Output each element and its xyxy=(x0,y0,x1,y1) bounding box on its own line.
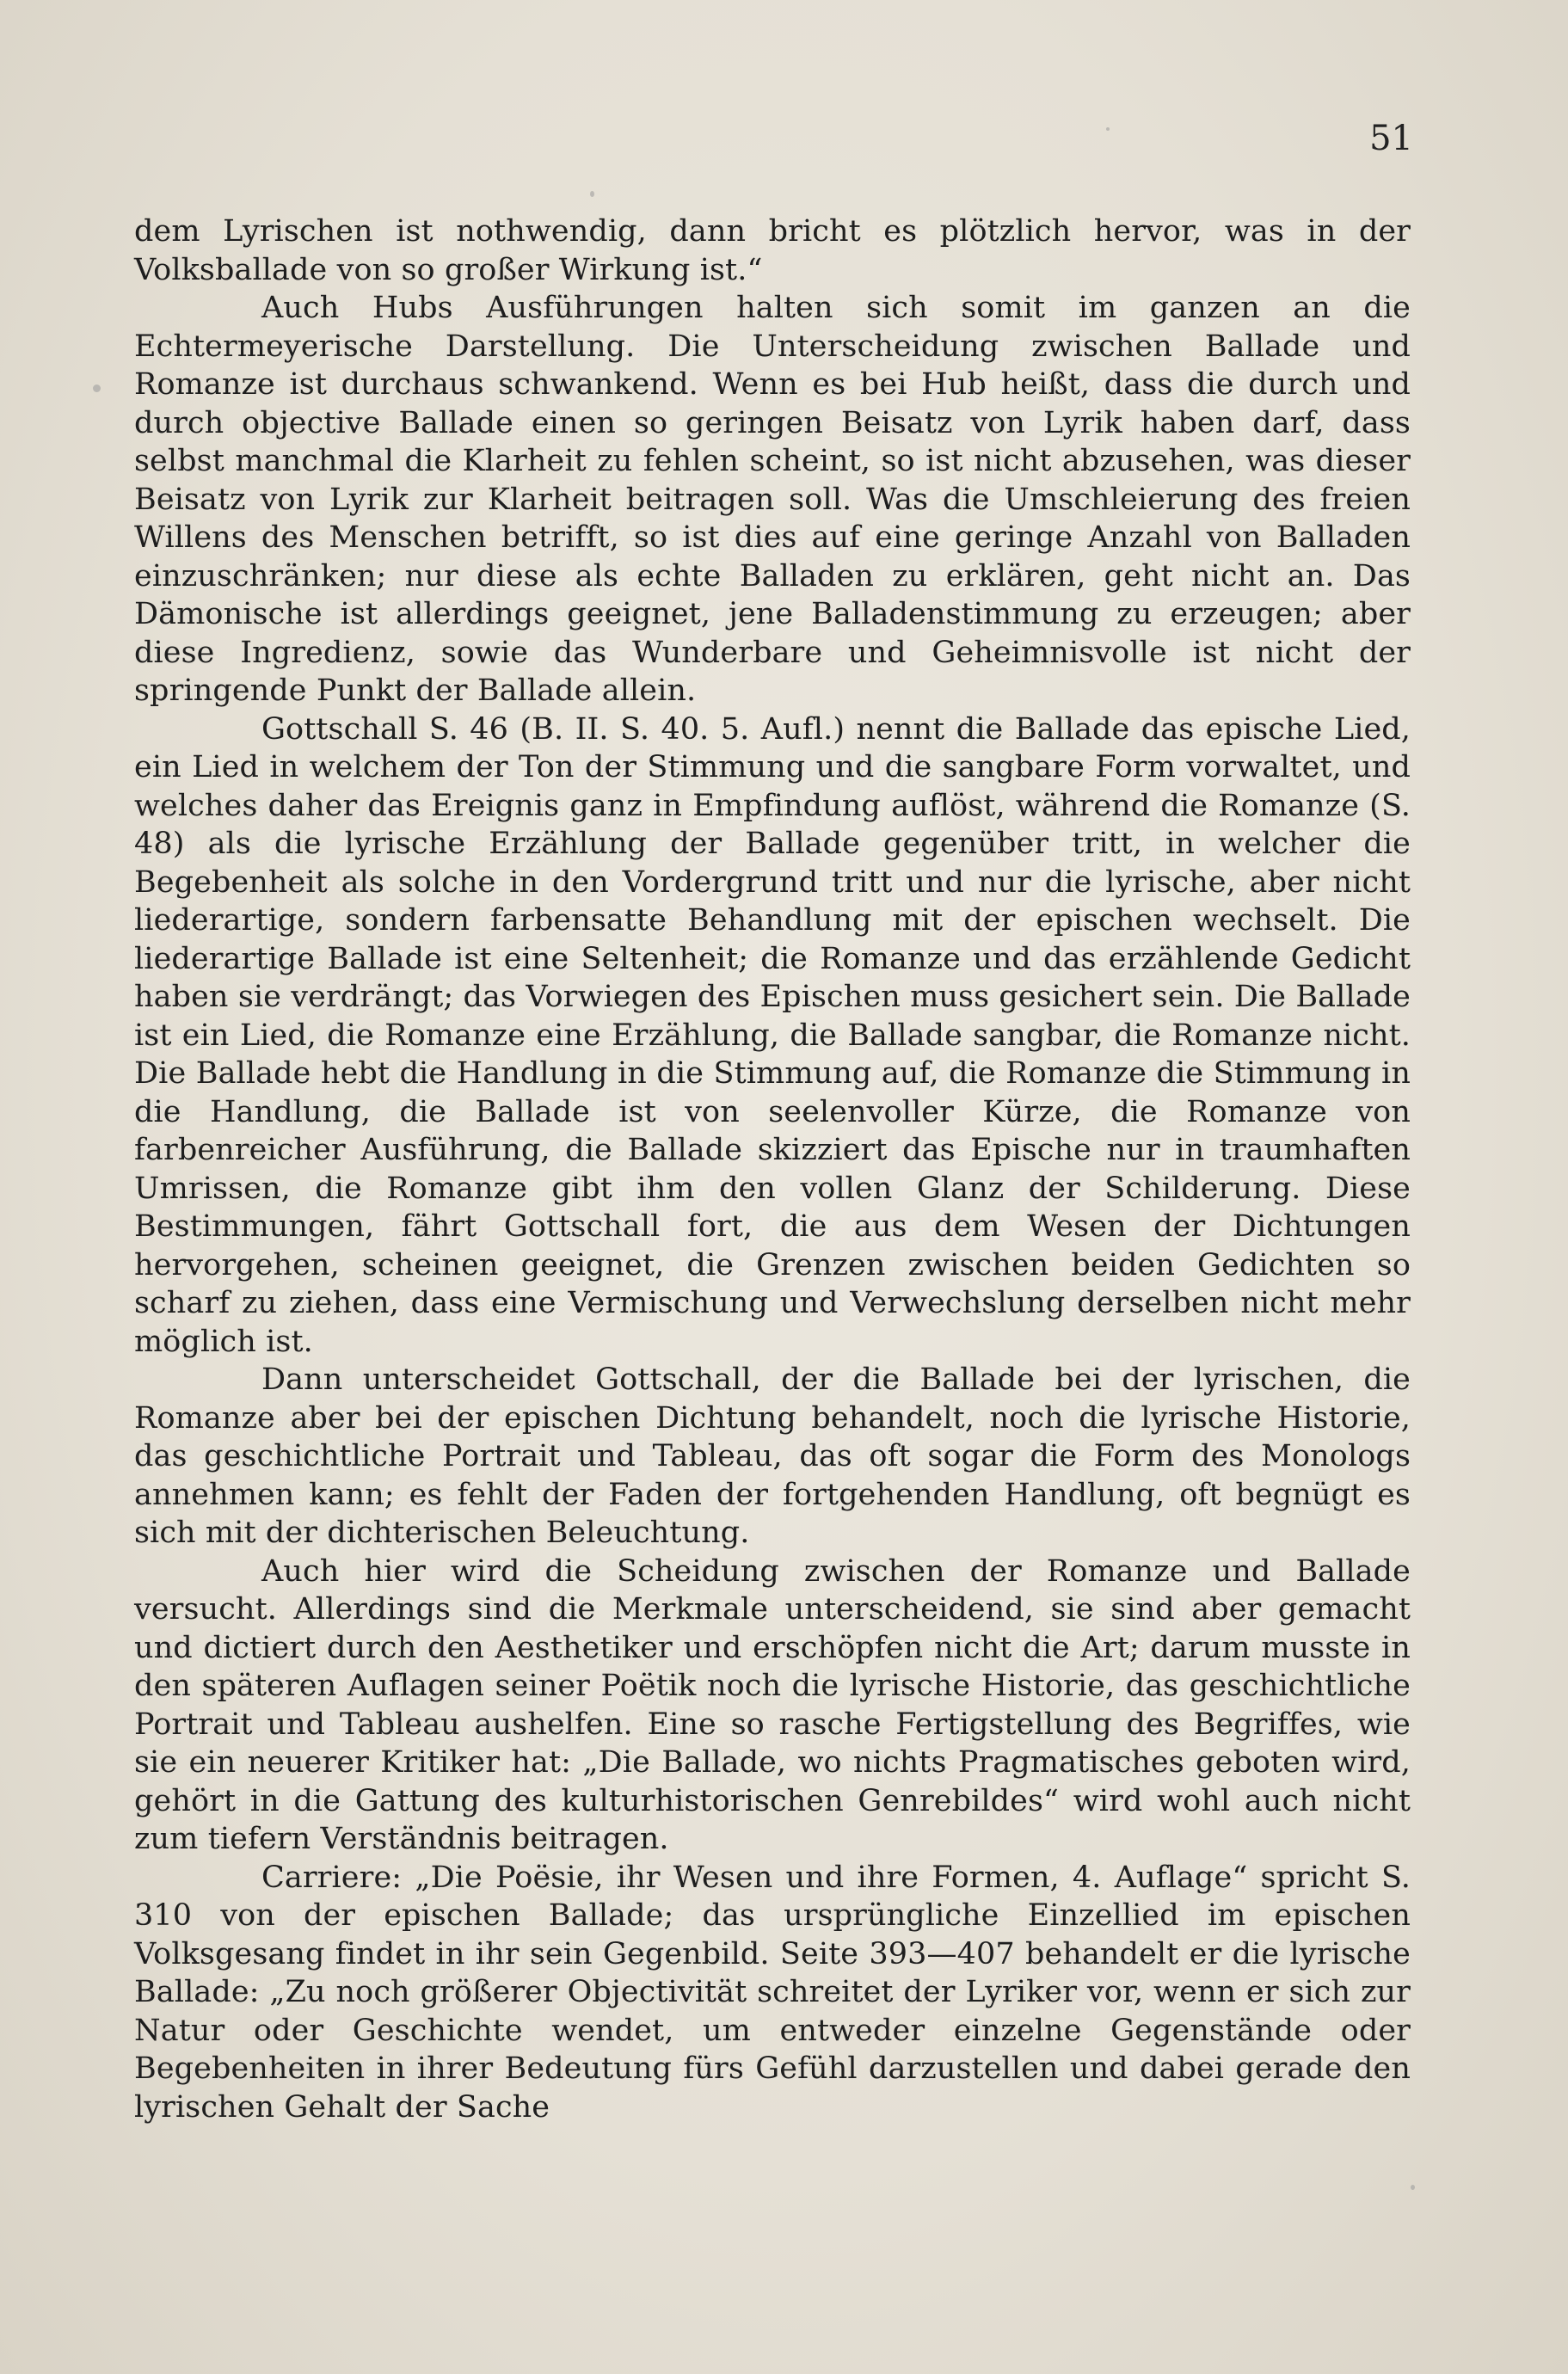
paragraph: Auch hier wird die Scheidung zwischen der Romanze und Ballade versucht. Allerdings sind die Merkmale unterscheidend, sie sind aber gemacht und dictiert durch den Aesthetiker und erschöpfen nicht die Art; darum musste in den späteren Auflagen seiner Poëtik noch die lyrische Historie, das geschichtliche Portrait und Tableau aushelfen. Eine so rasche Fertigstellung des Begriffes, wie sie ein neuerer Kritiker hat: „Die Ballade, wo nichts Pragmatisches geboten wird, gehört in die Gattung des kulturhistorischen Genrebildes“ wird wohl auch nicht zum tiefern Verständnis beitragen. xyxy=(134,1553,1411,1856)
body-text xyxy=(134,212,1411,2126)
paragraph: Dann unterscheidet Gottschall, der die Ballade bei der lyrischen, die Romanze aber bei der epischen Dichtung behandelt, noch die lyrische Historie, das geschichtliche Portrait und Tableau, das oft sogar die Form des Monologs annehmen kann; es fehlt der Faden der fortgehenden Handlung, oft begnügt es sich mit der dichterischen Beleuchtung. xyxy=(134,1362,1411,1550)
paragraph: Auch Hubs Ausführungen halten sich somit im ganzen an die Echtermeyerische Darstellung. Die Unterscheidung zwischen Ballade und Romanze ist durchaus schwankend. Wenn es bei Hub heißt, dass die durch und durch objective Ballade einen so geringen Beisatz von Lyrik haben darf, dass selbst manchmal die Klarheit zu fehlen scheint, so ist nicht abzusehen, was dieser Beisatz von Lyrik zur Klarheit beitragen soll. Was die Umschleierung des freien Willens des Menschen betrifft, so ist dies auf eine geringe Anzahl von Balladen einzuschränken; nur diese als echte Balladen zu erklären, geht nicht an. Das Dämonische ist allerdings geeignet, jene Balladenstimmung zu erzeugen; aber diese Ingredienz, sowie das Wunderbare und Geheimnisvolle ist nicht der springende Punkt der Ballade allein. xyxy=(134,291,1411,708)
paragraph: Gottschall S. 46 (B. II. S. 40. 5. Aufl.) nennt die Ballade das epische Lied, ein Lied in welchem der Ton der Stimmung und die sangbare Form vorwaltet, und welches daher das Ereignis ganz in Empfindung auflöst, während die Romanze (S. 48) als die lyrische Erzählung der Ballade gegenüber tritt, in welcher die Begebenheit als solche in den Vordergrund tritt und nur die lyrische, aber nicht liederartige, sondern farbensatte Behandlung mit der epischen wechselt. Die liederartige Ballade ist eine Seltenheit; die Romanze und das erzählende Gedicht haben sie verdrängt; das Vorwiegen des Epischen muss gesichert sein. Die Ballade ist ein Lied, die Romanze eine Erzählung, die Ballade sangbar, die Romanze nicht. Die Ballade hebt die Handlung in die Stimmung auf, die Romanze die Stimmung in die Handlung, die Ballade ist von seelenvoller Kürze, die Romanze von farbenreicher Ausführung, die Ballade skizziert das Epische nur in traumhaften Umrissen, die Romanze gibt ihm den vollen Glanz der Schilderung. Diese Bestimmungen, fährt Gottschall fort, die aus dem Wesen der Dichtungen hervorgehen, scheinen geeignet, die Grenzen zwischen beiden Gedichten so scharf zu ziehen, dass eine Vermischung und Verwechslung derselben nicht mehr möglich ist. xyxy=(134,711,1411,1359)
paper-speck xyxy=(1106,127,1110,131)
paper-speck xyxy=(1411,2185,1415,2190)
paper-speck xyxy=(590,191,594,197)
paragraph: dem Lyrischen ist nothwendig, dann bricht es plötzlich hervor, was in der Volksballade von so großer Wirkung ist.“ xyxy=(134,214,1411,287)
page-number: 51 xyxy=(1369,119,1413,158)
paper-speck xyxy=(93,384,101,392)
paragraph: Carriere: „Die Poësie, ihr Wesen und ihre Formen, 4. Auflage“ spricht S. 310 von der epischen Ballade; das ursprüngliche Einzellied im epischen Volksgesang findet in ihr sein Gegenbild. Seite 393—407 behandelt er die lyrische Ballade: „Zu noch größerer Objectivität schreitet der Lyriker vor, wenn er sich zur Natur oder Geschichte wendet, um entweder einzelne Gegenstände oder Begebenheiten in ihrer Bedeutung fürs Gefühl darzustellen und dabei gerade den lyrischen Gehalt der Sache xyxy=(134,1860,1411,2125)
